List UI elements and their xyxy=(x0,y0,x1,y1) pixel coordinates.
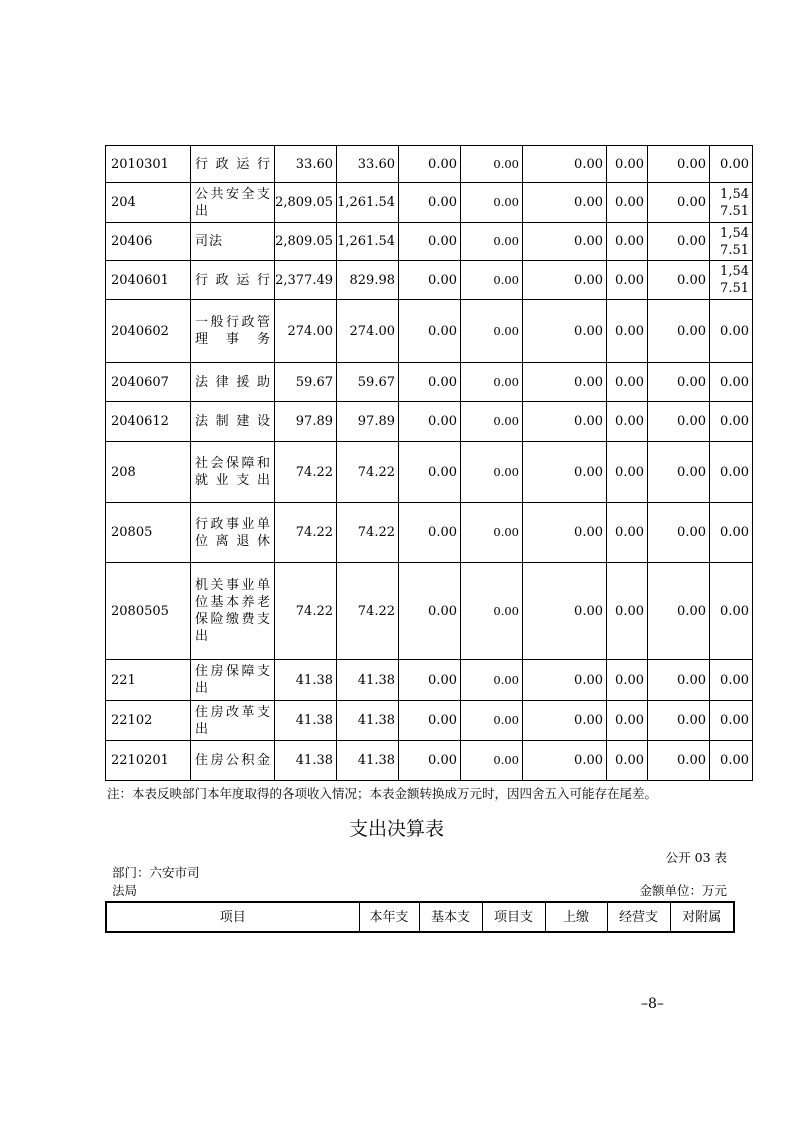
row-value: 0.00 xyxy=(523,660,607,701)
row-value: 0.00 xyxy=(607,503,648,563)
row-value: 33.60 xyxy=(337,146,399,183)
row-value: 1,547.51 xyxy=(710,183,753,223)
header-basic: 基本支 xyxy=(419,902,482,932)
row-value: 0.00 xyxy=(648,183,710,223)
row-value: 0.00 xyxy=(399,660,461,701)
row-value: 0.00 xyxy=(399,223,461,261)
row-value: 274.00 xyxy=(275,300,337,363)
row-name: 行政事业单位离退休 xyxy=(191,503,275,563)
row-value: 0.00 xyxy=(607,741,648,781)
table-row xyxy=(106,223,753,261)
row-value: 0.00 xyxy=(607,442,648,503)
row-value: 0.00 xyxy=(461,660,523,701)
row-value: 2,809.05 xyxy=(275,223,337,261)
row-code: 20805 xyxy=(106,503,191,563)
row-value: 0.00 xyxy=(523,701,607,741)
row-value: 1,547.51 xyxy=(710,223,753,261)
row-value: 2,377.49 xyxy=(275,261,337,300)
row-value: 0.00 xyxy=(648,223,710,261)
table-row xyxy=(106,741,753,781)
row-value: 59.67 xyxy=(275,363,337,402)
row-value: 0.00 xyxy=(399,300,461,363)
row-name: 法制建设 xyxy=(191,402,275,442)
row-value: 41.38 xyxy=(337,660,399,701)
row-value: 274.00 xyxy=(337,300,399,363)
row-value: 0.00 xyxy=(710,363,753,402)
page-number: –8– xyxy=(641,996,664,1012)
row-value: 0.00 xyxy=(648,660,710,701)
row-value: 0.00 xyxy=(710,442,753,503)
table-row xyxy=(106,261,753,300)
row-value: 0.00 xyxy=(399,402,461,442)
row-name: 行政运行 xyxy=(191,146,275,183)
row-value: 0.00 xyxy=(710,741,753,781)
row-name: 公共安全支出 xyxy=(191,183,275,223)
row-value: 0.00 xyxy=(461,563,523,660)
header-project: 项目支 xyxy=(482,902,545,932)
row-value: 0.00 xyxy=(461,503,523,563)
row-name: 住房保障支出 xyxy=(191,660,275,701)
table-row xyxy=(106,300,753,363)
row-value: 74.22 xyxy=(337,442,399,503)
row-value: 0.00 xyxy=(607,183,648,223)
row-value: 0.00 xyxy=(710,300,753,363)
row-value: 41.38 xyxy=(275,741,337,781)
row-value: 0.00 xyxy=(461,701,523,741)
amount-unit: 金额单位：万元 xyxy=(639,883,727,898)
department-line-1: 部门：六安市司 xyxy=(112,865,200,880)
row-name: 行政运行 xyxy=(191,261,275,300)
department-line-2: 法局 xyxy=(112,883,138,898)
row-code: 2040607 xyxy=(106,363,191,402)
header-total: 本年支 xyxy=(359,902,419,932)
row-value: 41.38 xyxy=(275,701,337,741)
header-remit: 上缴 xyxy=(545,902,607,932)
row-value: 0.00 xyxy=(648,402,710,442)
row-value: 0.00 xyxy=(607,402,648,442)
row-value: 0.00 xyxy=(399,701,461,741)
row-value: 0.00 xyxy=(648,363,710,402)
row-value: 0.00 xyxy=(648,146,710,183)
row-value: 0.00 xyxy=(648,741,710,781)
row-value: 0.00 xyxy=(399,442,461,503)
row-value: 74.22 xyxy=(337,563,399,660)
row-value: 97.89 xyxy=(275,402,337,442)
row-value: 0.00 xyxy=(607,146,648,183)
row-value: 0.00 xyxy=(607,363,648,402)
row-value: 0.00 xyxy=(399,146,461,183)
row-value: 74.22 xyxy=(275,563,337,660)
row-value: 0.00 xyxy=(523,223,607,261)
row-value: 0.00 xyxy=(461,146,523,183)
row-code: 20406 xyxy=(106,223,191,261)
header-subsidiary: 对附属 xyxy=(670,902,734,932)
row-value: 41.38 xyxy=(337,701,399,741)
row-value: 0.00 xyxy=(607,701,648,741)
row-value: 0.00 xyxy=(461,300,523,363)
table-row xyxy=(106,183,753,223)
header-business: 经营支 xyxy=(607,902,670,932)
row-code: 204 xyxy=(106,183,191,223)
row-value: 59.67 xyxy=(337,363,399,402)
row-value: 41.38 xyxy=(275,660,337,701)
row-value: 1,261.54 xyxy=(337,183,399,223)
row-value: 0.00 xyxy=(523,741,607,781)
row-value: 0.00 xyxy=(523,442,607,503)
table-row xyxy=(106,563,753,660)
table-row xyxy=(106,660,753,701)
row-value: 0.00 xyxy=(461,261,523,300)
row-value: 0.00 xyxy=(399,261,461,300)
row-value: 0.00 xyxy=(648,300,710,363)
row-value: 74.22 xyxy=(275,442,337,503)
row-value: 0.00 xyxy=(399,183,461,223)
row-value: 0.00 xyxy=(710,701,753,741)
row-code: 2040612 xyxy=(106,402,191,442)
table-row xyxy=(106,442,753,503)
row-code: 2080505 xyxy=(106,563,191,660)
row-value: 0.00 xyxy=(710,402,753,442)
table-note: 注：本表反映部门本年度取得的各项收入情况；本表金额转换成万元时，因四舍五入可能存在尾差。 xyxy=(107,786,658,801)
row-value: 0.00 xyxy=(607,223,648,261)
row-value: 74.22 xyxy=(337,503,399,563)
row-code: 2040602 xyxy=(106,300,191,363)
row-value: 1,261.54 xyxy=(337,223,399,261)
row-name: 一般行政管理事务 xyxy=(191,300,275,363)
table-row xyxy=(106,146,753,183)
row-value: 0.00 xyxy=(710,660,753,701)
row-value: 74.22 xyxy=(275,503,337,563)
row-value: 0.00 xyxy=(710,146,753,183)
row-value: 0.00 xyxy=(461,402,523,442)
expense-table xyxy=(105,901,735,933)
row-value: 0.00 xyxy=(523,402,607,442)
table-row xyxy=(106,363,753,402)
row-name: 住房改革支出 xyxy=(191,701,275,741)
row-value: 0.00 xyxy=(607,300,648,363)
row-name: 住房公积金 xyxy=(191,741,275,781)
row-value: 33.60 xyxy=(275,146,337,183)
row-name: 社会保障和就业支出 xyxy=(191,442,275,503)
row-code: 221 xyxy=(106,660,191,701)
row-value: 0.00 xyxy=(648,442,710,503)
row-value: 0.00 xyxy=(523,300,607,363)
row-value: 0.00 xyxy=(523,261,607,300)
row-code: 2010301 xyxy=(106,146,191,183)
row-value: 0.00 xyxy=(648,503,710,563)
row-code: 208 xyxy=(106,442,191,503)
row-code: 22102 xyxy=(106,701,191,741)
row-value: 0.00 xyxy=(399,741,461,781)
row-value: 0.00 xyxy=(710,563,753,660)
row-name: 机关事业单位基本养老保险缴费支出 xyxy=(191,563,275,660)
row-code: 2210201 xyxy=(106,741,191,781)
row-value: 0.00 xyxy=(461,741,523,781)
header-item: 项目 xyxy=(106,902,359,932)
row-value: 0.00 xyxy=(461,183,523,223)
row-value: 97.89 xyxy=(337,402,399,442)
table-row xyxy=(106,701,753,741)
row-value: 0.00 xyxy=(523,503,607,563)
table-row xyxy=(106,402,753,442)
row-code: 2040601 xyxy=(106,261,191,300)
row-value: 0.00 xyxy=(523,183,607,223)
row-value: 0.00 xyxy=(523,563,607,660)
row-value: 829.98 xyxy=(337,261,399,300)
row-value: 0.00 xyxy=(607,660,648,701)
row-value: 41.38 xyxy=(337,741,399,781)
row-value: 0.00 xyxy=(523,146,607,183)
row-value: 0.00 xyxy=(461,363,523,402)
section-title: 支出决算表 xyxy=(348,818,444,840)
table-row xyxy=(106,503,753,563)
row-value: 0.00 xyxy=(399,363,461,402)
row-value: 0.00 xyxy=(648,563,710,660)
row-value: 0.00 xyxy=(523,363,607,402)
income-table xyxy=(105,145,753,781)
row-value: 0.00 xyxy=(710,503,753,563)
expense-header-row xyxy=(106,902,734,932)
row-value: 0.00 xyxy=(399,563,461,660)
row-value: 1,547.51 xyxy=(710,261,753,300)
row-name: 司法 xyxy=(191,223,275,261)
row-value: 0.00 xyxy=(461,442,523,503)
row-value: 0.00 xyxy=(648,261,710,300)
row-value: 2,809.05 xyxy=(275,183,337,223)
row-value: 0.00 xyxy=(648,701,710,741)
row-value: 0.00 xyxy=(607,261,648,300)
row-value: 0.00 xyxy=(607,563,648,660)
row-name: 法律援助 xyxy=(191,363,275,402)
table-number: 公开 03 表 xyxy=(665,850,727,865)
row-value: 0.00 xyxy=(399,503,461,563)
row-value: 0.00 xyxy=(461,223,523,261)
